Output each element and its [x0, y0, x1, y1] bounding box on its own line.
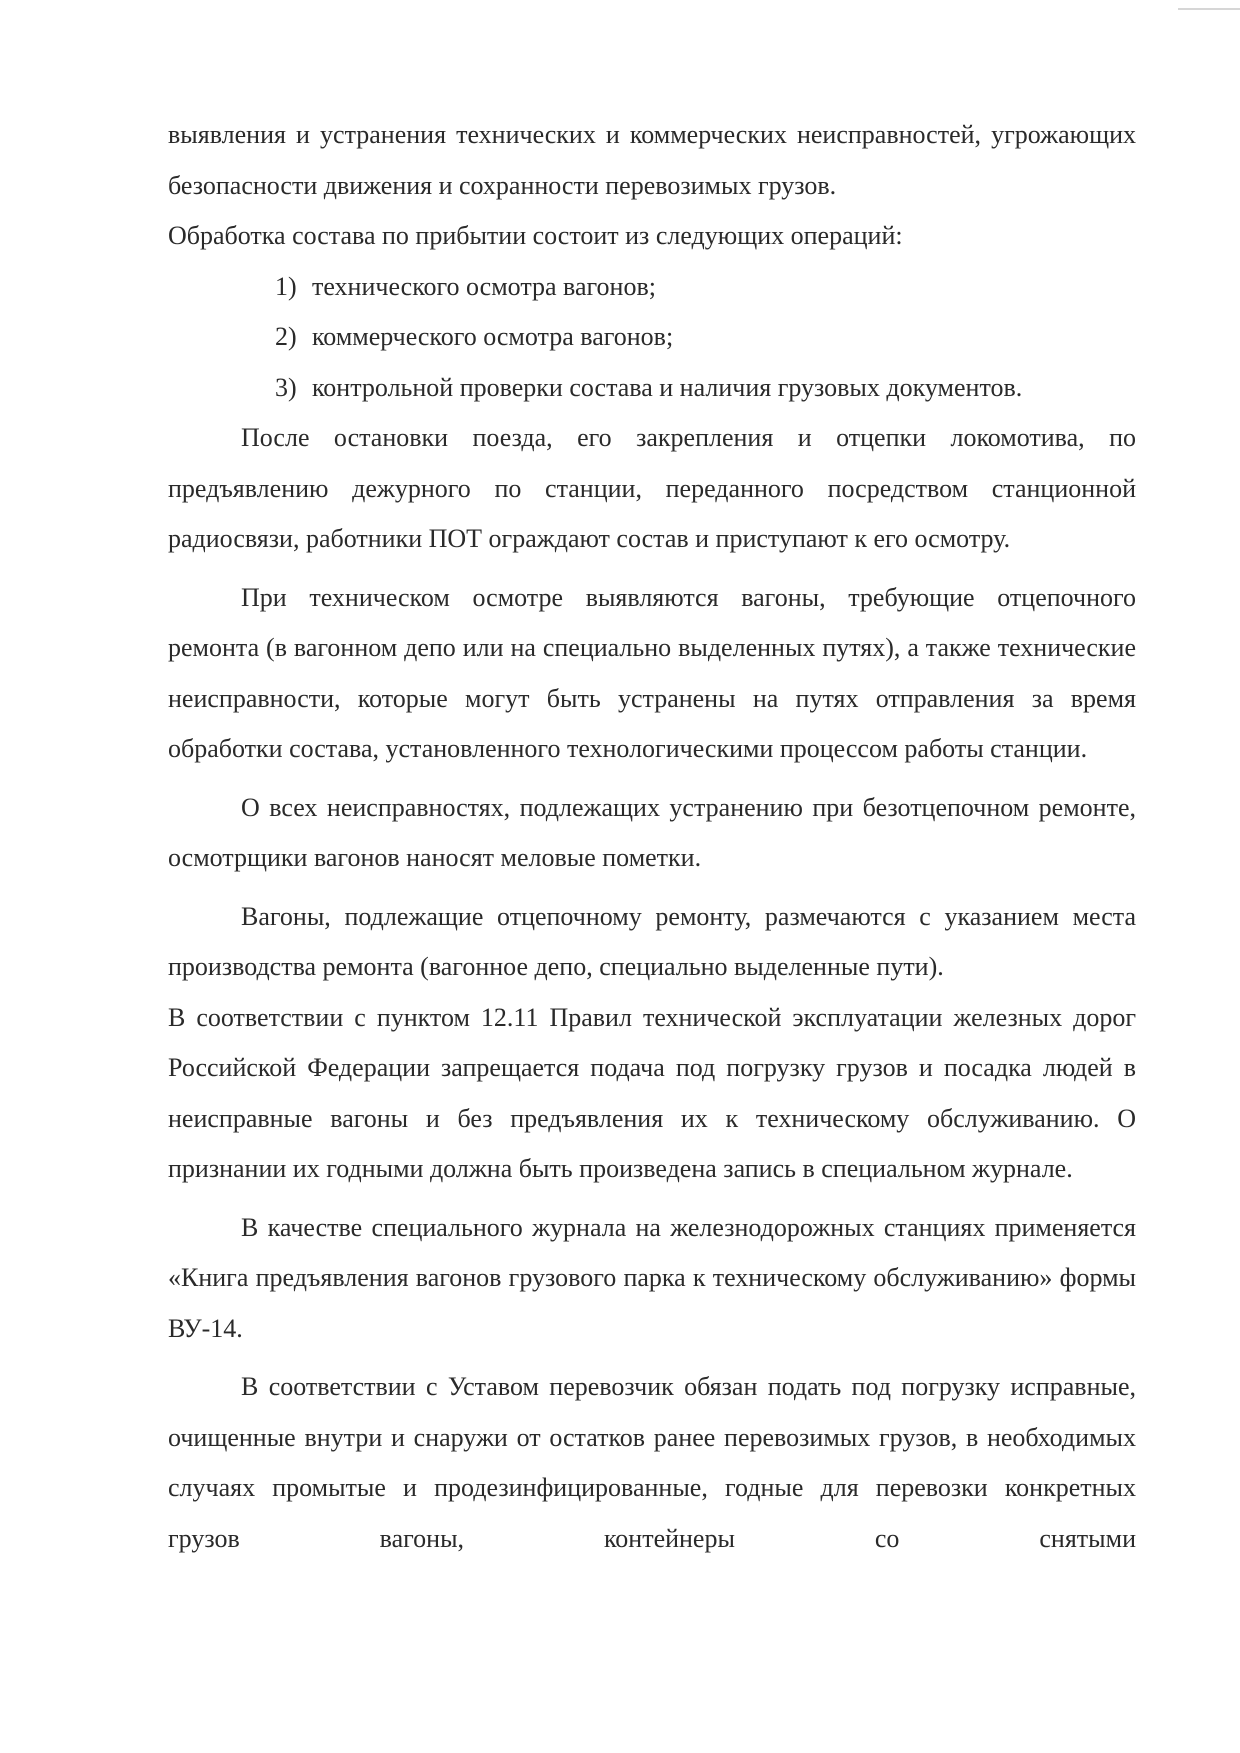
paragraph-continuation: выявления и устранения технических и коммерческих неисправностей, угрожающих безопасности движения и сохранности перевозимых грузов.	[168, 120, 1136, 200]
paragraph-operations-intro: Обработка состава по прибытии состоит из следующих операций:	[168, 221, 903, 250]
paragraph-train-stop: После остановки поезда, его закрепления и отцепки локомотива, по предъявлению дежурного по станции, переданного посредством станционной радиосвязи, работники ПОТ ограждают состав и приступают к его осмотру.	[168, 423, 1136, 553]
paragraph-technical-inspection: При техническом осмотре выявляются вагоны, требующие отцепочного ремонта (в вагонном депо или на специально выделенных путях), а также технические неисправности, которые могут быть устранены на путях отправления за время обработки состава, установленного технологическими процессом работы станции.	[168, 582, 1136, 763]
list-item	[168, 312, 1136, 363]
document-body	[168, 110, 1136, 1564]
list-item	[168, 363, 1136, 414]
list-item-number: 2)	[275, 322, 297, 351]
list-item-text: технического осмотра вагонов;	[312, 271, 656, 301]
paragraph-uncoupling-repair: Вагоны, подлежащие отцепочному ремонту, размечаются с указанием места производства ремонта (вагонное депо, специально выделенные пути).	[168, 901, 1136, 981]
scan-edge-mark	[1178, 8, 1240, 10]
list-item	[168, 262, 1136, 313]
list-item-number: 3)	[275, 372, 297, 402]
list-item-text: контрольной проверки состава и наличия грузовых документов.	[312, 372, 1023, 402]
paragraph-chalk-marks: О всех неисправностях, подлежащих устранению при безотцепочном ремонте, осмотрщики вагонов наносят меловые пометки.	[168, 792, 1136, 872]
list-item-number: 1)	[275, 271, 297, 301]
paragraph-ptе-rules: В соответствии с пунктом 12.11 Правил технической эксплуатации железных дорог Российской Федерации запрещается подача под погрузку грузов и посадка людей в неисправные вагоны и без предъявления их к техническому обслуживанию. О признании их годными должна быть произведена запись в специальном журнале.	[168, 1002, 1136, 1183]
paragraph-carrier-obligation: В соответствии с Уставом перевозчик обязан подать под погрузку исправные, очищенные внутри и снаружи от остатков ранее перевозимых грузов, в необходимых случаях промытые и продезинфицированные, годные для перевозки конкретных грузов вагоны, контейнеры со снятыми	[168, 1372, 1136, 1553]
list-item-text: коммерческого осмотра вагонов;	[312, 322, 674, 351]
paragraph-special-journal: В качестве специального журнала на железнодорожных станциях применяется «Книга предъявления вагонов грузового парка к техническому обслуживанию» формы ВУ-14.	[168, 1212, 1136, 1343]
